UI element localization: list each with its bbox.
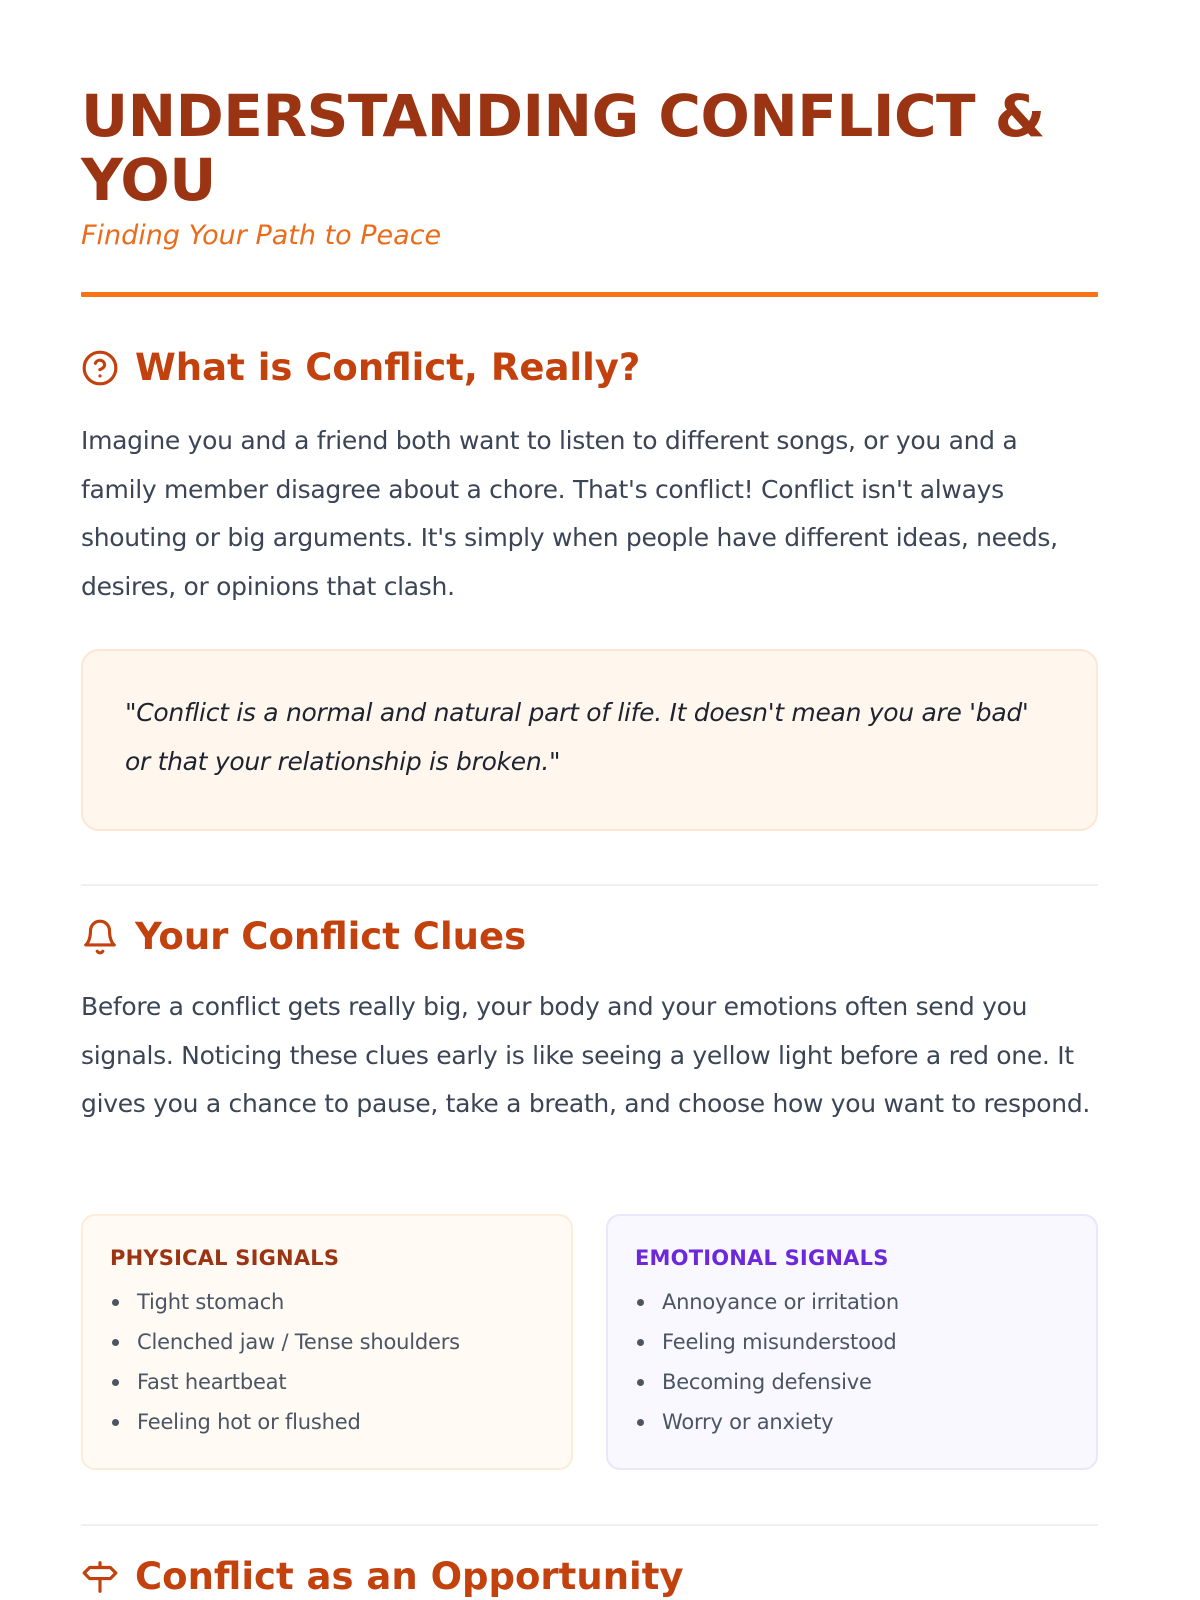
card-title: EMOTIONAL SIGNALS: [635, 1246, 889, 1270]
signpost-icon: [81, 1558, 119, 1596]
section-body: Imagine you and a friend both want to listen to different songs, or you and a family member disagree about a chore. That's conflict! Conflict isn't always shouting or big arguments. It's simply when people have different ideas, needs, desires, or opinions that clash.: [81, 426, 1058, 601]
list-item: Clenched jaw / Tense shoulders: [110, 1322, 545, 1362]
section-divider: [81, 1524, 1098, 1526]
signal-list: [110, 1282, 545, 1442]
question-circle-icon: [81, 349, 119, 387]
section-body: Before a conflict gets really big, your body and your emotions often send you signals. Noticing these clues early is like seeing a yellow light before a red one. It gives you a chance to pause, take a breath, and choose how you want to respond.: [81, 992, 1091, 1118]
list-item: Tight stomach: [110, 1282, 545, 1322]
list-item: Annoyance or irritation: [635, 1282, 1070, 1322]
page-subtitle: Finding Your Path to Peace: [81, 220, 442, 251]
emotional-signals-card: [606, 1214, 1098, 1470]
section-opportunity-heading: [81, 1555, 1098, 1599]
title-divider: [81, 292, 1098, 297]
signal-list: [635, 1282, 1070, 1442]
section-conflict-clues-heading: [81, 915, 1098, 959]
quote-text: "Conflict is a normal and natural part of life. It doesn't mean you are 'bad' or that your relationship is broken.": [125, 698, 1029, 776]
list-item: Fast heartbeat: [110, 1362, 545, 1402]
list-item: Feeling misunderstood: [635, 1322, 1070, 1362]
list-item: Worry or anxiety: [635, 1402, 1070, 1442]
section-divider: [81, 884, 1098, 886]
bell-icon: [81, 918, 119, 956]
card-title: PHYSICAL SIGNALS: [110, 1246, 340, 1270]
page-title: UNDERSTANDING CONFLICT & YOU: [81, 82, 1045, 214]
quote-callout: [81, 649, 1098, 831]
list-item: Feeling hot or flushed: [110, 1402, 545, 1442]
section-heading: What is Conflict, Really?: [135, 346, 641, 389]
section-heading: Conflict as an Opportunity: [135, 1555, 684, 1598]
signal-cards: [81, 1214, 1098, 1470]
physical-signals-card: [81, 1214, 573, 1470]
list-item: Becoming defensive: [635, 1362, 1070, 1402]
section-heading: Your Conflict Clues: [135, 915, 527, 958]
section-what-is-conflict-heading: [81, 346, 1098, 390]
